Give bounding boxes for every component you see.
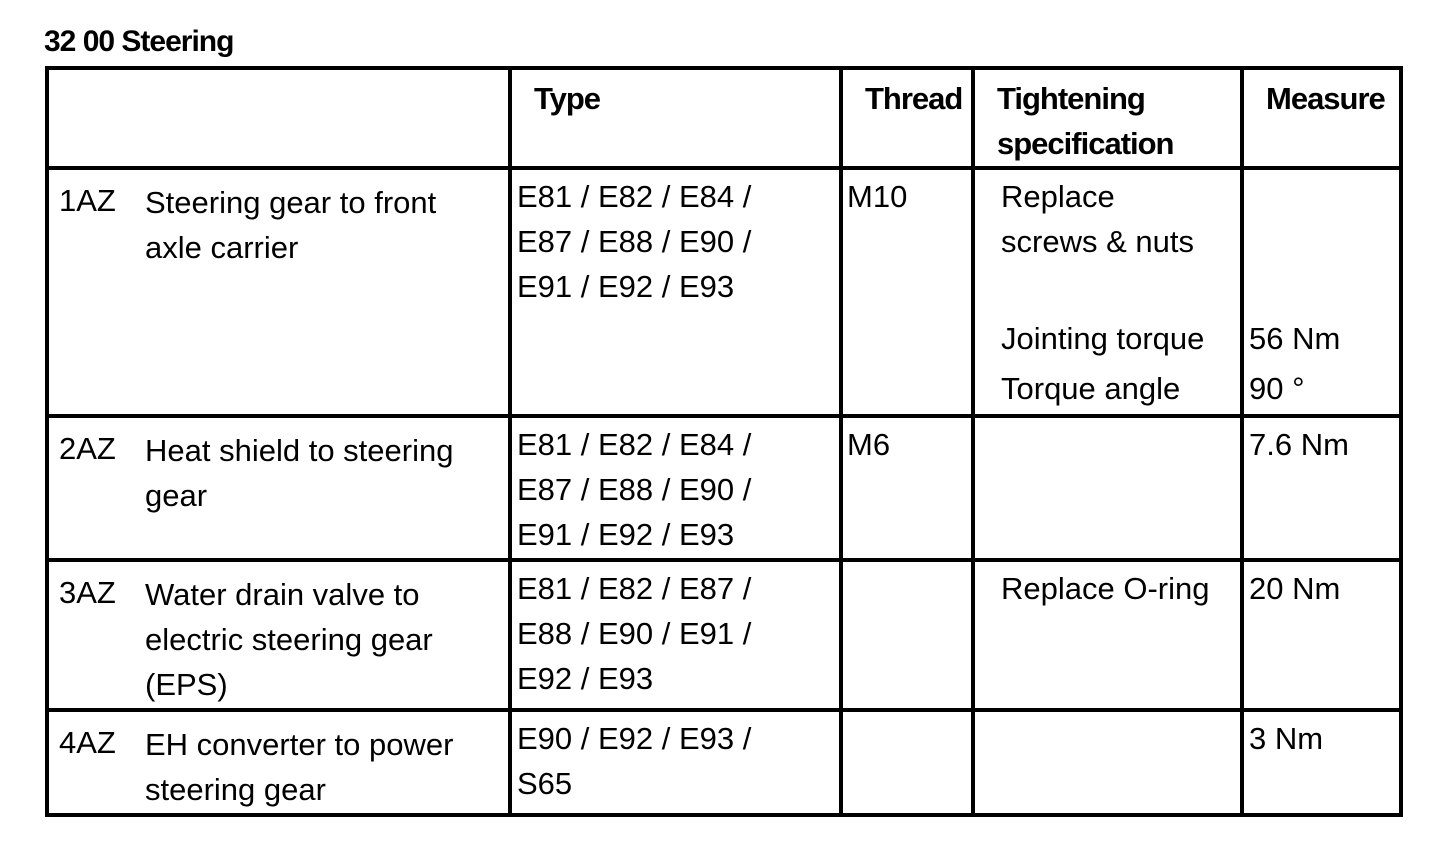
measure-value: 90 ° bbox=[1249, 371, 1305, 406]
table-row bbox=[47, 560, 1401, 710]
tightening-line: Jointing torque bbox=[1001, 321, 1205, 356]
header-tightening-line: Tightening bbox=[997, 81, 1145, 116]
tightening-cell bbox=[973, 710, 1242, 815]
tightening-line: screws & nuts bbox=[1001, 224, 1194, 259]
description-line: Water drain valve to bbox=[145, 577, 420, 612]
table-header-row bbox=[47, 68, 1401, 168]
description-line: electric steering gear bbox=[145, 622, 433, 657]
description-line: steering gear bbox=[145, 772, 326, 807]
description-line: (EPS) bbox=[145, 667, 228, 702]
row-code: 1AZ bbox=[59, 183, 116, 218]
row-description bbox=[145, 180, 502, 270]
description-line: gear bbox=[145, 478, 208, 513]
type-line: E81 / E82 / E87 / bbox=[517, 571, 752, 606]
tightening-line: Replace bbox=[1001, 179, 1115, 214]
description-cell bbox=[47, 560, 510, 710]
thread-cell bbox=[841, 560, 973, 710]
steering-spec-table bbox=[45, 66, 1403, 817]
tightening-cell bbox=[973, 416, 1242, 560]
row-code: 3AZ bbox=[59, 575, 116, 610]
description-cell bbox=[47, 416, 510, 560]
measure-value: 56 Nm bbox=[1249, 321, 1341, 356]
spacer bbox=[1001, 264, 1240, 314]
thread-cell: M10 bbox=[841, 168, 973, 416]
table-row bbox=[47, 710, 1401, 815]
type-line: S65 bbox=[517, 766, 573, 801]
table-row bbox=[47, 168, 1401, 416]
measure-cell: 20 Nm bbox=[1242, 560, 1401, 710]
description-line: EH converter to power bbox=[145, 727, 454, 762]
type-line: E91 / E92 / E93 bbox=[517, 269, 735, 304]
row-description bbox=[145, 428, 502, 518]
header-tightening-specification bbox=[973, 68, 1242, 168]
row-description bbox=[145, 722, 502, 812]
spacer bbox=[1249, 174, 1399, 314]
type-line: E92 / E93 bbox=[517, 661, 654, 696]
header-description bbox=[47, 68, 510, 168]
type-line: E90 / E92 / E93 / bbox=[517, 721, 752, 756]
table-row bbox=[47, 416, 1401, 560]
measure-cell: 3 Nm bbox=[1242, 710, 1401, 815]
page-title: 32 00 Steering bbox=[44, 25, 234, 58]
header-type: Type bbox=[510, 68, 841, 168]
measure-cell: 7.6 Nm bbox=[1242, 416, 1401, 560]
description-line: axle carrier bbox=[145, 230, 299, 265]
header-tightening-line: specification bbox=[997, 126, 1174, 161]
row-code: 4AZ bbox=[59, 725, 116, 760]
type-line: E91 / E92 / E93 bbox=[517, 517, 735, 552]
type-line: E87 / E88 / E90 / bbox=[517, 224, 752, 259]
type-line: E87 / E88 / E90 / bbox=[517, 472, 752, 507]
description-cell bbox=[47, 710, 510, 815]
tightening-line: Torque angle bbox=[1001, 371, 1181, 406]
description-line: Heat shield to steering bbox=[145, 433, 454, 468]
description-line: Steering gear to front bbox=[145, 185, 437, 220]
header-thread: Thread bbox=[841, 68, 973, 168]
type-line: E81 / E82 / E84 / bbox=[517, 427, 752, 462]
type-line: E88 / E90 / E91 / bbox=[517, 616, 752, 651]
row-code: 2AZ bbox=[59, 431, 116, 466]
type-cell bbox=[510, 416, 841, 560]
tightening-cell bbox=[973, 168, 1242, 416]
thread-cell bbox=[841, 710, 973, 815]
type-cell bbox=[510, 168, 841, 416]
type-cell bbox=[510, 560, 841, 710]
measure-cell bbox=[1242, 168, 1401, 416]
header-measure: Measure bbox=[1242, 68, 1401, 168]
type-cell bbox=[510, 710, 841, 815]
type-line: E81 / E82 / E84 / bbox=[517, 179, 752, 214]
thread-cell: M6 bbox=[841, 416, 973, 560]
tightening-cell: Replace O-ring bbox=[973, 560, 1242, 710]
row-description bbox=[145, 572, 502, 707]
description-cell bbox=[47, 168, 510, 416]
